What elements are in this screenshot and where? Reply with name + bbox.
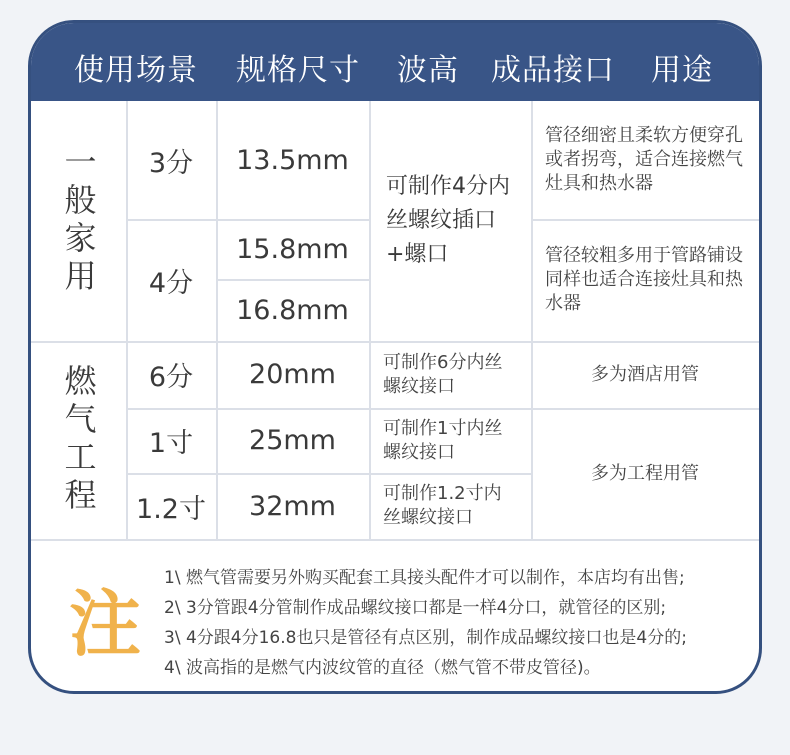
spec-card	[28, 20, 762, 694]
home-port-text: 可制作4分内丝螺纹插口+螺口	[386, 174, 510, 267]
spec-cell: 6分	[148, 362, 194, 393]
use-text: 多为酒店用管	[591, 363, 699, 385]
note-line: 1\ 燃气管需要另外购买配套工具接头配件才可以制作，本店均有出售;	[164, 568, 685, 588]
port-text: 可制作1.2寸内丝螺纹接口	[383, 483, 502, 528]
size-cell: 13.5mm	[236, 144, 349, 176]
spec-table	[31, 101, 759, 539]
port-cell	[369, 408, 531, 473]
port-cell	[369, 473, 531, 539]
port-cell	[369, 341, 531, 408]
spec-cell: 1寸	[148, 428, 194, 459]
use-text: 多为工程用管	[591, 462, 699, 484]
header-wave: 波高	[397, 53, 459, 88]
spec-cell: 4分	[148, 267, 194, 299]
header-port: 成品接口	[491, 53, 615, 88]
use-cell	[531, 341, 759, 408]
group-gas-label: 燃气工程	[59, 364, 98, 516]
size-cell: 20mm	[249, 359, 336, 390]
note-mark: 注	[69, 581, 142, 666]
use-cell	[531, 101, 759, 219]
use-cell	[531, 408, 759, 539]
use-text: 管径较粗多用于管路铺设同样也适合连接灶具和热水器	[545, 245, 743, 314]
header-scene: 使用场景	[74, 53, 198, 88]
port-text: 可制作1寸内丝螺纹接口	[383, 417, 503, 463]
size-cell: 16.8mm	[236, 294, 349, 326]
size-cell: 32mm	[249, 490, 336, 522]
use-text: 管径细密且柔软方便穿孔或者拐弯，适合连接燃气灶具和热水器	[545, 125, 743, 194]
size-cell: 15.8mm	[236, 233, 349, 265]
notes-section	[31, 539, 759, 694]
header-use: 用途	[651, 53, 713, 88]
port-text: 可制作6分内丝螺纹接口	[383, 351, 503, 397]
group-gas	[31, 341, 126, 539]
note-line: 2\ 3分管跟4分管制作成品螺纹接口都是一样4分口，就管径的区别;	[164, 598, 667, 618]
group-home-label: 一般家用	[59, 145, 98, 297]
note-line: 4\ 波高指的是燃气内波纹管的直径（燃气管不带皮管径)。	[164, 658, 601, 678]
spec-cell: 3分	[148, 147, 194, 179]
group-home	[31, 101, 126, 341]
note-line: 3\ 4分跟4分16.8也只是管径有点区别，制作成品螺纹接口也是4分的;	[164, 628, 687, 648]
table-header	[31, 23, 759, 101]
spec-cell: 1.2寸	[136, 493, 206, 525]
home-port-cell	[369, 101, 531, 341]
size-cell: 25mm	[249, 425, 336, 456]
header-spec: 规格尺寸	[236, 53, 360, 88]
use-cell	[531, 219, 759, 341]
